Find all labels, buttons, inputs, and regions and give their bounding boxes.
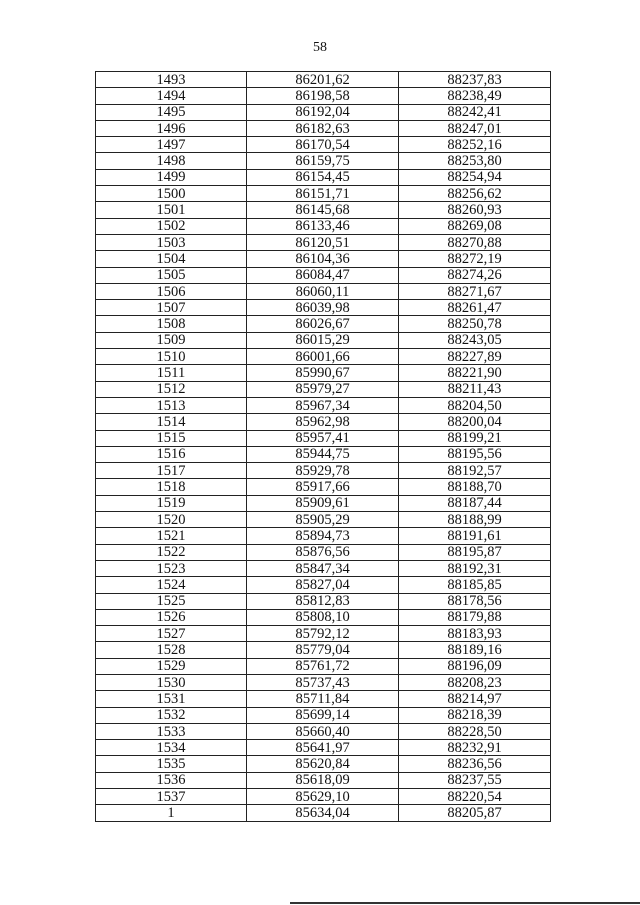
- point-number-cell: 1522: [96, 544, 247, 560]
- x-coordinate-cell: 85812,83: [247, 593, 399, 609]
- x-coordinate-cell: 85699,14: [247, 707, 399, 723]
- y-coordinate-cell: 88253,80: [399, 153, 551, 169]
- table-row: [96, 609, 551, 625]
- point-number-cell: 1527: [96, 626, 247, 642]
- y-coordinate-cell: 88272,19: [399, 251, 551, 267]
- point-number-cell: 1512: [96, 381, 247, 397]
- y-coordinate-cell: 88228,50: [399, 723, 551, 739]
- table-row: [96, 674, 551, 690]
- point-number-cell: 1518: [96, 479, 247, 495]
- y-coordinate-cell: 88214,97: [399, 691, 551, 707]
- y-coordinate-cell: 88189,16: [399, 642, 551, 658]
- point-number-cell: 1509: [96, 332, 247, 348]
- x-coordinate-cell: 85847,34: [247, 560, 399, 576]
- x-coordinate-cell: 86145,68: [247, 202, 399, 218]
- x-coordinate-cell: 86001,66: [247, 349, 399, 365]
- point-number-cell: 1521: [96, 528, 247, 544]
- point-number-cell: 1494: [96, 88, 247, 104]
- table-row: [96, 397, 551, 413]
- table-row: [96, 349, 551, 365]
- x-coordinate-cell: 85905,29: [247, 512, 399, 528]
- x-coordinate-cell: 86015,29: [247, 332, 399, 348]
- y-coordinate-cell: 88199,21: [399, 430, 551, 446]
- point-number-cell: 1502: [96, 218, 247, 234]
- point-number-cell: 1498: [96, 153, 247, 169]
- x-coordinate-cell: 85634,04: [247, 805, 399, 821]
- table-row: [96, 723, 551, 739]
- x-coordinate-cell: 85711,84: [247, 691, 399, 707]
- x-coordinate-cell: 85737,43: [247, 674, 399, 690]
- y-coordinate-cell: 88191,61: [399, 528, 551, 544]
- x-coordinate-cell: 85894,73: [247, 528, 399, 544]
- table-row: [96, 707, 551, 723]
- point-number-cell: 1528: [96, 642, 247, 658]
- table-row: [96, 528, 551, 544]
- x-coordinate-cell: 86104,36: [247, 251, 399, 267]
- y-coordinate-cell: 88254,94: [399, 169, 551, 185]
- y-coordinate-cell: 88204,50: [399, 397, 551, 413]
- table-row: [96, 479, 551, 495]
- table-row: [96, 283, 551, 299]
- x-coordinate-cell: 85990,67: [247, 365, 399, 381]
- x-coordinate-cell: 86151,71: [247, 186, 399, 202]
- y-coordinate-cell: 88242,41: [399, 104, 551, 120]
- x-coordinate-cell: 86201,62: [247, 72, 399, 88]
- y-coordinate-cell: 88179,88: [399, 609, 551, 625]
- table-row: [96, 153, 551, 169]
- x-coordinate-cell: 85909,61: [247, 495, 399, 511]
- y-coordinate-cell: 88187,44: [399, 495, 551, 511]
- point-number-cell: 1524: [96, 577, 247, 593]
- y-coordinate-cell: 88195,56: [399, 446, 551, 462]
- x-coordinate-cell: 86084,47: [247, 267, 399, 283]
- y-coordinate-cell: 88183,93: [399, 626, 551, 642]
- table-row: [96, 463, 551, 479]
- table-row: [96, 642, 551, 658]
- x-coordinate-cell: 86159,75: [247, 153, 399, 169]
- point-number-cell: 1519: [96, 495, 247, 511]
- table-row: [96, 267, 551, 283]
- y-coordinate-cell: 88260,93: [399, 202, 551, 218]
- table-row: [96, 560, 551, 576]
- coordinates-table: [95, 71, 551, 822]
- table-row: [96, 300, 551, 316]
- point-number-cell: 1517: [96, 463, 247, 479]
- table-row: [96, 512, 551, 528]
- table-row: [96, 495, 551, 511]
- x-coordinate-cell: 85876,56: [247, 544, 399, 560]
- table-row: [96, 120, 551, 136]
- y-coordinate-cell: 88218,39: [399, 707, 551, 723]
- x-coordinate-cell: 86060,11: [247, 283, 399, 299]
- x-coordinate-cell: 85929,78: [247, 463, 399, 479]
- x-coordinate-cell: 85967,34: [247, 397, 399, 413]
- x-coordinate-cell: 85944,75: [247, 446, 399, 462]
- table-row: [96, 251, 551, 267]
- x-coordinate-cell: 86133,46: [247, 218, 399, 234]
- table-row: [96, 186, 551, 202]
- table-row: [96, 72, 551, 88]
- table-row: [96, 446, 551, 462]
- point-number-cell: 1505: [96, 267, 247, 283]
- y-coordinate-cell: 88220,54: [399, 789, 551, 805]
- point-number-cell: 1532: [96, 707, 247, 723]
- y-coordinate-cell: 88205,87: [399, 805, 551, 821]
- table-row: [96, 316, 551, 332]
- y-coordinate-cell: 88185,85: [399, 577, 551, 593]
- table-row: [96, 593, 551, 609]
- scan-edge-line: [290, 902, 640, 904]
- x-coordinate-cell: 85957,41: [247, 430, 399, 446]
- point-number-cell: 1508: [96, 316, 247, 332]
- x-coordinate-cell: 86120,51: [247, 234, 399, 250]
- y-coordinate-cell: 88243,05: [399, 332, 551, 348]
- table-row: [96, 169, 551, 185]
- point-number-cell: 1495: [96, 104, 247, 120]
- table-row: [96, 430, 551, 446]
- y-coordinate-cell: 88236,56: [399, 756, 551, 772]
- table-row: [96, 805, 551, 821]
- point-number-cell: 1535: [96, 756, 247, 772]
- y-coordinate-cell: 88270,88: [399, 234, 551, 250]
- point-number-cell: 1513: [96, 397, 247, 413]
- point-number-cell: 1514: [96, 414, 247, 430]
- x-coordinate-cell: 86039,98: [247, 300, 399, 316]
- y-coordinate-cell: 88252,16: [399, 137, 551, 153]
- point-number-cell: 1511: [96, 365, 247, 381]
- y-coordinate-cell: 88178,56: [399, 593, 551, 609]
- x-coordinate-cell: 85641,97: [247, 740, 399, 756]
- table-row: [96, 577, 551, 593]
- point-number-cell: 1496: [96, 120, 247, 136]
- x-coordinate-cell: 85761,72: [247, 658, 399, 674]
- point-number-cell: 1507: [96, 300, 247, 316]
- table-row: [96, 365, 551, 381]
- x-coordinate-cell: 85660,40: [247, 723, 399, 739]
- point-number-cell: 1531: [96, 691, 247, 707]
- x-coordinate-cell: 85808,10: [247, 609, 399, 625]
- y-coordinate-cell: 88196,09: [399, 658, 551, 674]
- point-number-cell: 1530: [96, 674, 247, 690]
- y-coordinate-cell: 88232,91: [399, 740, 551, 756]
- x-coordinate-cell: 85779,04: [247, 642, 399, 658]
- point-number-cell: 1497: [96, 137, 247, 153]
- x-coordinate-cell: 86154,45: [247, 169, 399, 185]
- point-number-cell: 1533: [96, 723, 247, 739]
- point-number-cell: 1526: [96, 609, 247, 625]
- y-coordinate-cell: 88221,90: [399, 365, 551, 381]
- table-row: [96, 234, 551, 250]
- table-row: [96, 332, 551, 348]
- point-number-cell: 1506: [96, 283, 247, 299]
- coordinates-table-body: [96, 72, 551, 822]
- table-row: [96, 789, 551, 805]
- point-number-cell: 1537: [96, 789, 247, 805]
- point-number-cell: 1501: [96, 202, 247, 218]
- y-coordinate-cell: 88188,70: [399, 479, 551, 495]
- y-coordinate-cell: 88200,04: [399, 414, 551, 430]
- point-number-cell: 1493: [96, 72, 247, 88]
- y-coordinate-cell: 88195,87: [399, 544, 551, 560]
- y-coordinate-cell: 88256,62: [399, 186, 551, 202]
- y-coordinate-cell: 88211,43: [399, 381, 551, 397]
- y-coordinate-cell: 88274,26: [399, 267, 551, 283]
- point-number-cell: 1536: [96, 772, 247, 788]
- y-coordinate-cell: 88227,89: [399, 349, 551, 365]
- x-coordinate-cell: 85618,09: [247, 772, 399, 788]
- y-coordinate-cell: 88188,99: [399, 512, 551, 528]
- point-number-cell: 1520: [96, 512, 247, 528]
- x-coordinate-cell: 86198,58: [247, 88, 399, 104]
- x-coordinate-cell: 85629,10: [247, 789, 399, 805]
- table-row: [96, 414, 551, 430]
- y-coordinate-cell: 88208,23: [399, 674, 551, 690]
- point-number-cell: 1515: [96, 430, 247, 446]
- table-row: [96, 691, 551, 707]
- x-coordinate-cell: 85979,27: [247, 381, 399, 397]
- y-coordinate-cell: 88192,57: [399, 463, 551, 479]
- table-row: [96, 658, 551, 674]
- x-coordinate-cell: 86026,67: [247, 316, 399, 332]
- x-coordinate-cell: 85827,04: [247, 577, 399, 593]
- table-row: [96, 88, 551, 104]
- table-row: [96, 740, 551, 756]
- point-number-cell: 1504: [96, 251, 247, 267]
- x-coordinate-cell: 86182,63: [247, 120, 399, 136]
- table-row: [96, 772, 551, 788]
- point-number-cell: 1510: [96, 349, 247, 365]
- table-row: [96, 381, 551, 397]
- x-coordinate-cell: 86192,04: [247, 104, 399, 120]
- y-coordinate-cell: 88237,55: [399, 772, 551, 788]
- point-number-cell: 1523: [96, 560, 247, 576]
- x-coordinate-cell: 85917,66: [247, 479, 399, 495]
- point-number-cell: 1529: [96, 658, 247, 674]
- table-row: [96, 544, 551, 560]
- point-number-cell: 1534: [96, 740, 247, 756]
- page-number: 58: [313, 40, 327, 55]
- table-row: [96, 104, 551, 120]
- point-number-cell: 1499: [96, 169, 247, 185]
- table-row: [96, 626, 551, 642]
- table-row: [96, 756, 551, 772]
- x-coordinate-cell: 85620,84: [247, 756, 399, 772]
- point-number-cell: 1500: [96, 186, 247, 202]
- y-coordinate-cell: 88269,08: [399, 218, 551, 234]
- point-number-cell: 1516: [96, 446, 247, 462]
- table-row: [96, 218, 551, 234]
- point-number-cell: 1525: [96, 593, 247, 609]
- table-row: [96, 202, 551, 218]
- y-coordinate-cell: 88237,83: [399, 72, 551, 88]
- y-coordinate-cell: 88238,49: [399, 88, 551, 104]
- x-coordinate-cell: 86170,54: [247, 137, 399, 153]
- y-coordinate-cell: 88250,78: [399, 316, 551, 332]
- x-coordinate-cell: 85962,98: [247, 414, 399, 430]
- point-number-cell: 1: [96, 805, 247, 821]
- table-row: [96, 137, 551, 153]
- y-coordinate-cell: 88271,67: [399, 283, 551, 299]
- y-coordinate-cell: 88247,01: [399, 120, 551, 136]
- y-coordinate-cell: 88261,47: [399, 300, 551, 316]
- point-number-cell: 1503: [96, 234, 247, 250]
- x-coordinate-cell: 85792,12: [247, 626, 399, 642]
- y-coordinate-cell: 88192,31: [399, 560, 551, 576]
